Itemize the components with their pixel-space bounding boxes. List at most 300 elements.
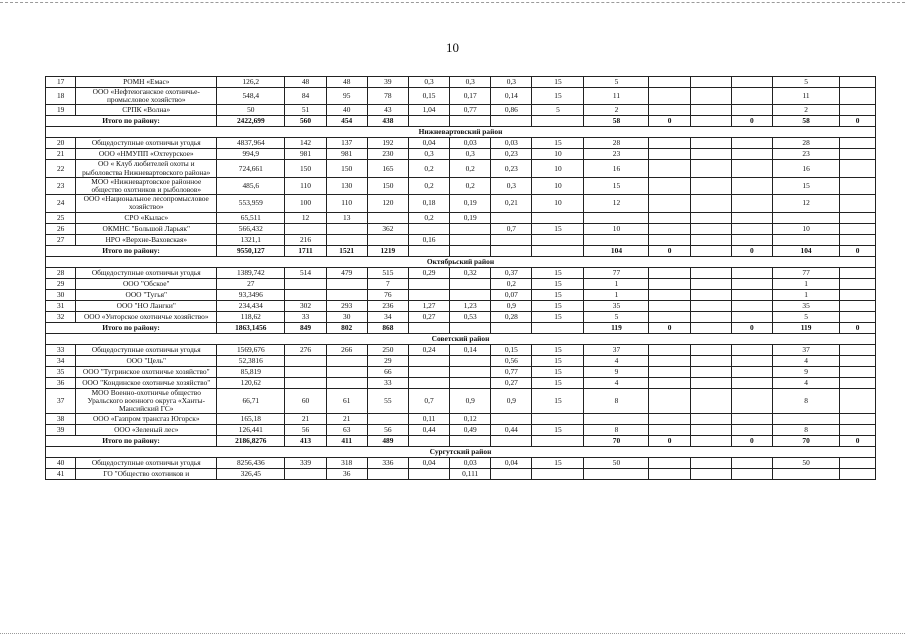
value-cell: 11 (584, 88, 649, 105)
table-row (46, 458, 876, 469)
row-number: 23 (46, 177, 76, 194)
hunting-ground-name: ООО «Газпром трансгаз Югорск» (76, 414, 217, 425)
value-cell: 4 (772, 355, 839, 366)
value-cell: 0,03 (450, 138, 491, 149)
total-label: Итого по району: (46, 322, 217, 333)
value-cell (690, 77, 731, 88)
total-cell: 411 (326, 436, 367, 447)
value-cell (285, 469, 326, 480)
value-cell: 0,14 (450, 344, 491, 355)
hunting-ground-name: ООО «Национальное лесопромысловое хозяйство» (76, 195, 217, 212)
table-row (46, 344, 876, 355)
hunting-ground-name: Общедоступные охотничьи угодья (76, 267, 217, 278)
value-cell: 0,29 (408, 267, 449, 278)
value-cell (367, 234, 408, 245)
row-number: 35 (46, 366, 76, 377)
total-cell: 1219 (367, 245, 408, 256)
value-cell: 0,77 (491, 366, 532, 377)
total-cell: 2422,699 (217, 116, 285, 127)
value-cell (690, 267, 731, 278)
value-cell (649, 344, 690, 355)
value-cell (731, 414, 772, 425)
value-cell: 52,3816 (217, 355, 285, 366)
value-cell (840, 366, 876, 377)
hunting-ground-name: ОО « Клуб любителей охоты и рыболовства Нижневартовского района» (76, 160, 217, 177)
value-cell: 84 (285, 88, 326, 105)
total-cell: 0 (649, 116, 690, 127)
value-cell (840, 278, 876, 289)
value-cell (731, 77, 772, 88)
table-row (46, 105, 876, 116)
district-header-row (46, 256, 876, 267)
district-header-row (46, 447, 876, 458)
row-number: 21 (46, 149, 76, 160)
total-cell (690, 245, 731, 256)
value-cell (690, 234, 731, 245)
hunting-ground-name: ООО «Нефтеюганское охотничье-промысловое хозяйство» (76, 88, 217, 105)
total-cell (450, 245, 491, 256)
value-cell: 1 (584, 289, 649, 300)
table-row (46, 223, 876, 234)
total-cell (450, 322, 491, 333)
scan-top-edge (0, 2, 905, 3)
total-cell (690, 436, 731, 447)
total-cell: 0 (840, 436, 876, 447)
value-cell (408, 278, 449, 289)
table-row (46, 414, 876, 425)
value-cell: 0,11 (408, 414, 449, 425)
value-cell: 15 (532, 388, 584, 414)
value-cell (731, 469, 772, 480)
value-cell: 10 (532, 177, 584, 194)
hunting-ground-name: ООО «Зеленый лес» (76, 425, 217, 436)
value-cell: 165,18 (217, 414, 285, 425)
value-cell (840, 223, 876, 234)
value-cell: 362 (367, 223, 408, 234)
value-cell (649, 138, 690, 149)
table-row (46, 366, 876, 377)
value-cell (649, 278, 690, 289)
total-cell (532, 116, 584, 127)
value-cell: 93,3496 (217, 289, 285, 300)
value-cell: 0,04 (408, 138, 449, 149)
value-cell (649, 414, 690, 425)
value-cell: 0,23 (491, 149, 532, 160)
value-cell: 236 (367, 300, 408, 311)
value-cell: 724,661 (217, 160, 285, 177)
value-cell: 48 (285, 77, 326, 88)
hunting-ground-name: Общедоступные охотничьи угодья (76, 344, 217, 355)
value-cell: 10 (532, 195, 584, 212)
value-cell (450, 377, 491, 388)
total-label: Итого по району: (46, 436, 217, 447)
table-row (46, 77, 876, 88)
total-cell (408, 322, 449, 333)
total-cell (450, 116, 491, 127)
value-cell: 1 (584, 278, 649, 289)
value-cell: 1,23 (450, 300, 491, 311)
hunting-ground-name: Общедоступные охотничьи угодья (76, 138, 217, 149)
value-cell: 0,23 (491, 160, 532, 177)
hunting-ground-name: ООО "Цель" (76, 355, 217, 366)
hunting-ground-name: ООО "Кондинское охотничье хозяйство" (76, 377, 217, 388)
value-cell (690, 300, 731, 311)
value-cell: 479 (326, 267, 367, 278)
value-cell: 0,18 (408, 195, 449, 212)
value-cell: 15 (532, 88, 584, 105)
value-cell (326, 377, 367, 388)
value-cell: 4 (772, 377, 839, 388)
value-cell (731, 138, 772, 149)
value-cell (584, 469, 649, 480)
value-cell: 1569,676 (217, 344, 285, 355)
table-row (46, 278, 876, 289)
value-cell (491, 469, 532, 480)
total-cell: 58 (772, 116, 839, 127)
table-row (46, 234, 876, 245)
value-cell: 10 (584, 223, 649, 234)
hunting-ground-name: ООО "Тугринское охотничье хозяйство" (76, 366, 217, 377)
value-cell: 15 (532, 300, 584, 311)
total-cell: 438 (367, 116, 408, 127)
value-cell (649, 88, 690, 105)
value-cell: 23 (584, 149, 649, 160)
total-cell: 119 (584, 322, 649, 333)
value-cell: 16 (584, 160, 649, 177)
hunting-quota-table (45, 76, 876, 480)
hunting-ground-name: ООО "Обское" (76, 278, 217, 289)
table-row (46, 267, 876, 278)
total-cell: 849 (285, 322, 326, 333)
value-cell: 10 (532, 160, 584, 177)
value-cell: 56 (367, 425, 408, 436)
value-cell: 50 (584, 458, 649, 469)
value-cell (731, 88, 772, 105)
total-cell (532, 322, 584, 333)
value-cell: 10 (532, 149, 584, 160)
value-cell (649, 77, 690, 88)
value-cell: 23 (772, 149, 839, 160)
value-cell (731, 212, 772, 223)
value-cell (367, 469, 408, 480)
value-cell: 0,111 (450, 469, 491, 480)
table-row (46, 311, 876, 322)
value-cell: 0,3 (450, 77, 491, 88)
table-row (46, 212, 876, 223)
value-cell: 33 (285, 311, 326, 322)
value-cell (840, 355, 876, 366)
value-cell: 0,27 (491, 377, 532, 388)
value-cell: 981 (285, 149, 326, 160)
value-cell (731, 388, 772, 414)
hunting-ground-name: ООО "НО Лангки" (76, 300, 217, 311)
value-cell (285, 289, 326, 300)
value-cell: 56 (285, 425, 326, 436)
district-name: Советский район (46, 333, 876, 344)
value-cell: 4 (584, 377, 649, 388)
value-cell: 1,04 (408, 105, 449, 116)
value-cell (649, 267, 690, 278)
value-cell: 12 (584, 195, 649, 212)
value-cell (584, 234, 649, 245)
row-number: 36 (46, 377, 76, 388)
row-number: 24 (46, 195, 76, 212)
table-row (46, 195, 876, 212)
value-cell: 0,17 (450, 88, 491, 105)
value-cell (408, 223, 449, 234)
row-number: 18 (46, 88, 76, 105)
value-cell (649, 212, 690, 223)
value-cell (690, 278, 731, 289)
value-cell: 21 (326, 414, 367, 425)
value-cell: 142 (285, 138, 326, 149)
value-cell: 1 (772, 278, 839, 289)
value-cell: 0,86 (491, 105, 532, 116)
total-label: Итого по району: (46, 245, 217, 256)
value-cell: 137 (326, 138, 367, 149)
value-cell: 33 (367, 377, 408, 388)
total-cell: 0 (731, 436, 772, 447)
value-cell: 150 (326, 160, 367, 177)
value-cell: 39 (367, 77, 408, 88)
total-label: Итого по району: (46, 116, 217, 127)
value-cell: 4 (584, 355, 649, 366)
value-cell: 0,3 (408, 77, 449, 88)
value-cell: 276 (285, 344, 326, 355)
value-cell: 981 (326, 149, 367, 160)
value-cell: 0,2 (450, 177, 491, 194)
value-cell (649, 458, 690, 469)
value-cell: 266 (326, 344, 367, 355)
page-number: 10 (446, 40, 459, 55)
value-cell (690, 289, 731, 300)
value-cell (772, 234, 839, 245)
row-number: 41 (46, 469, 76, 480)
total-cell: 868 (367, 322, 408, 333)
value-cell (690, 311, 731, 322)
value-cell: 0,7 (491, 223, 532, 234)
value-cell (840, 138, 876, 149)
value-cell (690, 366, 731, 377)
value-cell: 0,19 (450, 212, 491, 223)
value-cell: 0,3 (450, 149, 491, 160)
value-cell: 2 (584, 105, 649, 116)
value-cell: 28 (772, 138, 839, 149)
value-cell: 77 (772, 267, 839, 278)
value-cell: 77 (584, 267, 649, 278)
value-cell: 8 (584, 388, 649, 414)
value-cell (408, 366, 449, 377)
value-cell (690, 414, 731, 425)
district-name: Октябрьский район (46, 256, 876, 267)
value-cell: 234,434 (217, 300, 285, 311)
row-number: 22 (46, 160, 76, 177)
value-cell (532, 469, 584, 480)
value-cell: 0,2 (408, 177, 449, 194)
value-cell: 50 (217, 105, 285, 116)
value-cell (731, 458, 772, 469)
total-cell: 0 (731, 245, 772, 256)
row-number: 27 (46, 234, 76, 245)
value-cell (840, 469, 876, 480)
total-cell (690, 116, 731, 127)
value-cell: 250 (367, 344, 408, 355)
hunting-ground-name: НРО «Верхне-Ваховская» (76, 234, 217, 245)
total-cell: 0 (649, 436, 690, 447)
total-cell: 802 (326, 322, 367, 333)
value-cell: 12 (772, 195, 839, 212)
value-cell: 0,03 (450, 458, 491, 469)
value-cell: 1321,1 (217, 234, 285, 245)
value-cell: 15 (584, 177, 649, 194)
value-cell: 50 (772, 458, 839, 469)
value-cell (690, 377, 731, 388)
value-cell (285, 366, 326, 377)
row-number: 30 (46, 289, 76, 300)
value-cell (731, 195, 772, 212)
district-total-row (46, 322, 876, 333)
total-cell: 0 (731, 116, 772, 127)
value-cell: 10 (772, 223, 839, 234)
value-cell: 0,44 (408, 425, 449, 436)
total-cell: 2186,8276 (217, 436, 285, 447)
value-cell: 61 (326, 388, 367, 414)
value-cell (649, 160, 690, 177)
value-cell (840, 311, 876, 322)
value-cell (367, 414, 408, 425)
value-cell (450, 223, 491, 234)
value-cell: 8 (584, 425, 649, 436)
table-row (46, 377, 876, 388)
value-cell: 15 (532, 77, 584, 88)
value-cell: 1389,742 (217, 267, 285, 278)
value-cell: 76 (367, 289, 408, 300)
value-cell (326, 234, 367, 245)
value-cell: 0,9 (450, 388, 491, 414)
value-cell (326, 289, 367, 300)
value-cell (840, 344, 876, 355)
value-cell (840, 425, 876, 436)
value-cell (690, 355, 731, 366)
value-cell: 85,819 (217, 366, 285, 377)
value-cell: 40 (326, 105, 367, 116)
value-cell: 30 (326, 311, 367, 322)
value-cell (690, 344, 731, 355)
district-total-row (46, 116, 876, 127)
scan-bottom-edge (0, 633, 905, 634)
value-cell: 0,56 (491, 355, 532, 366)
value-cell: 15 (532, 366, 584, 377)
row-number: 39 (46, 425, 76, 436)
value-cell: 0,04 (491, 458, 532, 469)
value-cell (491, 212, 532, 223)
document-sheet (45, 76, 876, 609)
value-cell (731, 177, 772, 194)
value-cell: 0,2 (408, 160, 449, 177)
value-cell (491, 234, 532, 245)
value-cell: 0,44 (491, 425, 532, 436)
value-cell: 0,24 (408, 344, 449, 355)
table-row (46, 138, 876, 149)
value-cell: 66,71 (217, 388, 285, 414)
value-cell: 15 (532, 223, 584, 234)
value-cell (840, 267, 876, 278)
total-cell (408, 436, 449, 447)
value-cell: 15 (532, 458, 584, 469)
value-cell: 566,432 (217, 223, 285, 234)
value-cell (690, 138, 731, 149)
value-cell (450, 234, 491, 245)
value-cell: 15 (532, 289, 584, 300)
value-cell: 8256,436 (217, 458, 285, 469)
value-cell (690, 88, 731, 105)
value-cell: 339 (285, 458, 326, 469)
value-cell (649, 234, 690, 245)
value-cell: 2 (772, 105, 839, 116)
value-cell: 0,15 (491, 344, 532, 355)
value-cell (840, 289, 876, 300)
total-cell: 9550,127 (217, 245, 285, 256)
value-cell: 5 (532, 105, 584, 116)
value-cell: 9 (772, 366, 839, 377)
value-cell: 8 (772, 388, 839, 414)
total-cell: 0 (649, 245, 690, 256)
value-cell: 15 (532, 311, 584, 322)
value-cell: 0,21 (491, 195, 532, 212)
value-cell: 5 (772, 311, 839, 322)
value-cell: 326,45 (217, 469, 285, 480)
value-cell: 15 (532, 278, 584, 289)
value-cell: 66 (367, 366, 408, 377)
total-cell: 1863,1456 (217, 322, 285, 333)
value-cell (408, 289, 449, 300)
value-cell: 110 (285, 177, 326, 194)
value-cell (731, 267, 772, 278)
value-cell: 118,62 (217, 311, 285, 322)
value-cell: 0,27 (408, 311, 449, 322)
hunting-ground-name: ОКМНС "Большой Ларьяк" (76, 223, 217, 234)
value-cell (649, 195, 690, 212)
total-cell: 413 (285, 436, 326, 447)
value-cell (690, 212, 731, 223)
value-cell (649, 177, 690, 194)
value-cell (731, 234, 772, 245)
value-cell: 16 (772, 160, 839, 177)
total-cell: 70 (584, 436, 649, 447)
value-cell: 1,27 (408, 300, 449, 311)
value-cell: 15 (532, 355, 584, 366)
value-cell: 302 (285, 300, 326, 311)
total-cell (450, 436, 491, 447)
value-cell: 7 (367, 278, 408, 289)
hunting-ground-name: Общедоступные охотничьи угодья (76, 458, 217, 469)
value-cell: 15 (532, 138, 584, 149)
value-cell: 0,12 (450, 414, 491, 425)
value-cell: 15 (772, 177, 839, 194)
value-cell: 318 (326, 458, 367, 469)
value-cell: 5 (584, 311, 649, 322)
value-cell (690, 195, 731, 212)
total-cell: 0 (840, 116, 876, 127)
total-cell (408, 116, 449, 127)
total-cell: 119 (772, 322, 839, 333)
table-row (46, 149, 876, 160)
table-row (46, 425, 876, 436)
value-cell (532, 414, 584, 425)
value-cell (840, 77, 876, 88)
total-cell: 454 (326, 116, 367, 127)
value-cell (731, 289, 772, 300)
